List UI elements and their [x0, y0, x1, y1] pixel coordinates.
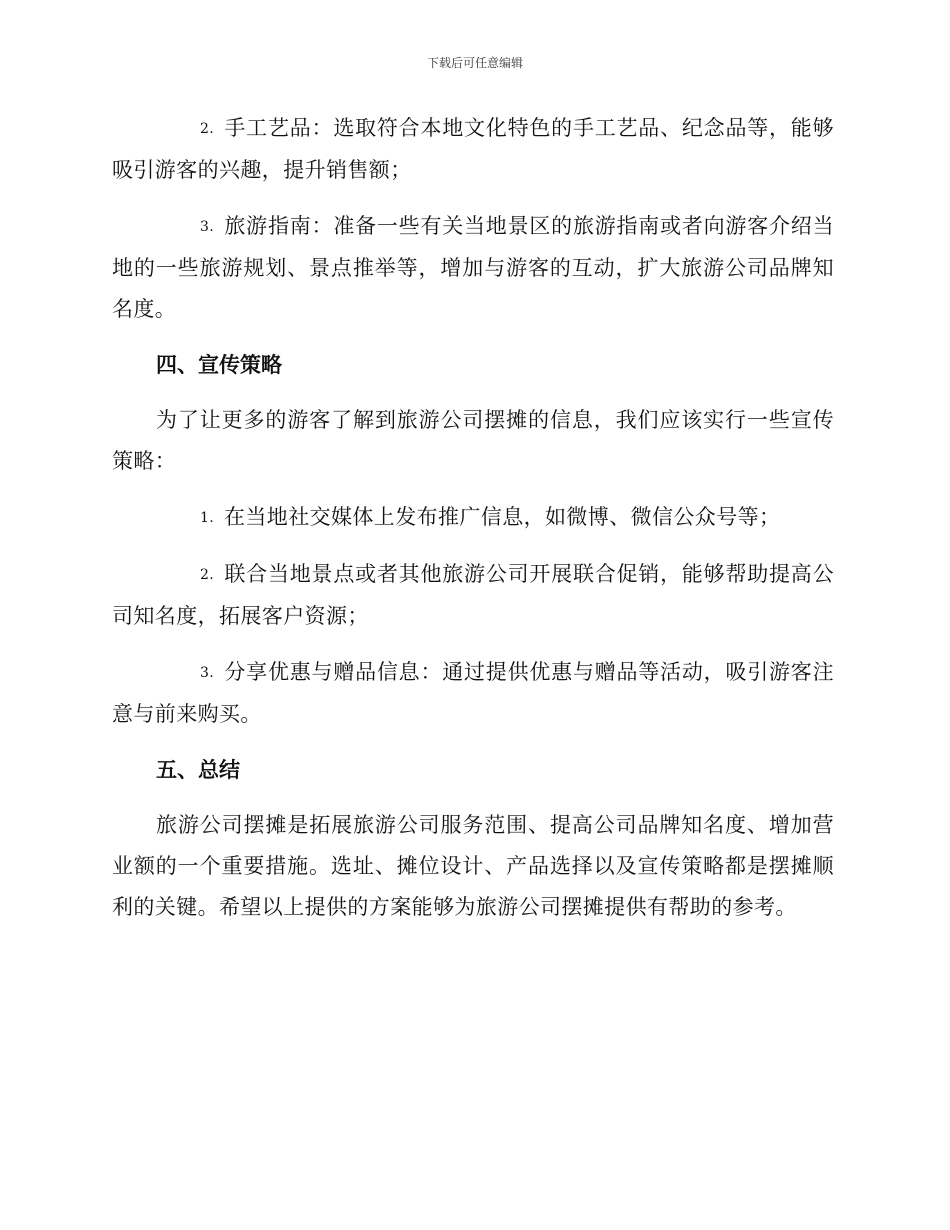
list-item [112, 652, 834, 735]
summary-paragraph: 旅游公司摆摊是拓展旅游公司服务范围、提高公司品牌知名度、增加营业额的一个重要措施。选址、摊位设计、产品选择以及宣传策略都是摆摊顺利的关键。希望以上提供的方案能够为旅游公司摆摊提供有帮助的参考。 [112, 813, 834, 919]
section-heading: 五、总结 [156, 758, 240, 782]
section-intro: 为了让更多的游客了解到旅游公司摆摊的信息，我们应该实行一些宣传策略： [112, 408, 834, 473]
list-number: 2. [200, 567, 215, 583]
list-item-text: 分享优惠与赠品信息：通过提供优惠与赠品等活动，吸引游客注意与前来购买。 [112, 660, 834, 726]
list-item [112, 108, 834, 191]
list-number: 2. [200, 121, 215, 137]
page-header: 下载后可任意编辑 [426, 56, 523, 70]
list-item-text: 在当地社交媒体上发布推广信息，如微博、微信公众号等； [224, 505, 781, 529]
list-number: 1. [200, 510, 215, 526]
list-item [112, 554, 834, 637]
document-body [112, 108, 834, 943]
section-heading: 四、宣传策略 [156, 353, 282, 377]
list-item-text: 联合当地景点或者其他旅游公司开展联合促销，能够帮助提高公司知名度，拓展客户资源； [112, 562, 834, 628]
list-number: 3. [200, 219, 215, 235]
list-item [112, 497, 834, 539]
list-item-text: 旅游指南：准备一些有关当地景区的旅游指南或者向游客介绍当地的一些旅游规划、景点推举等，增加与游客的互动，扩大旅游公司品牌知名度。 [112, 214, 834, 321]
list-item-text: 手工艺品：选取符合本地文化特色的手工艺品、纪念品等，能够吸引游客的兴趣，提升销售额； [112, 116, 834, 182]
list-item [112, 206, 834, 330]
list-number: 3. [200, 665, 215, 681]
